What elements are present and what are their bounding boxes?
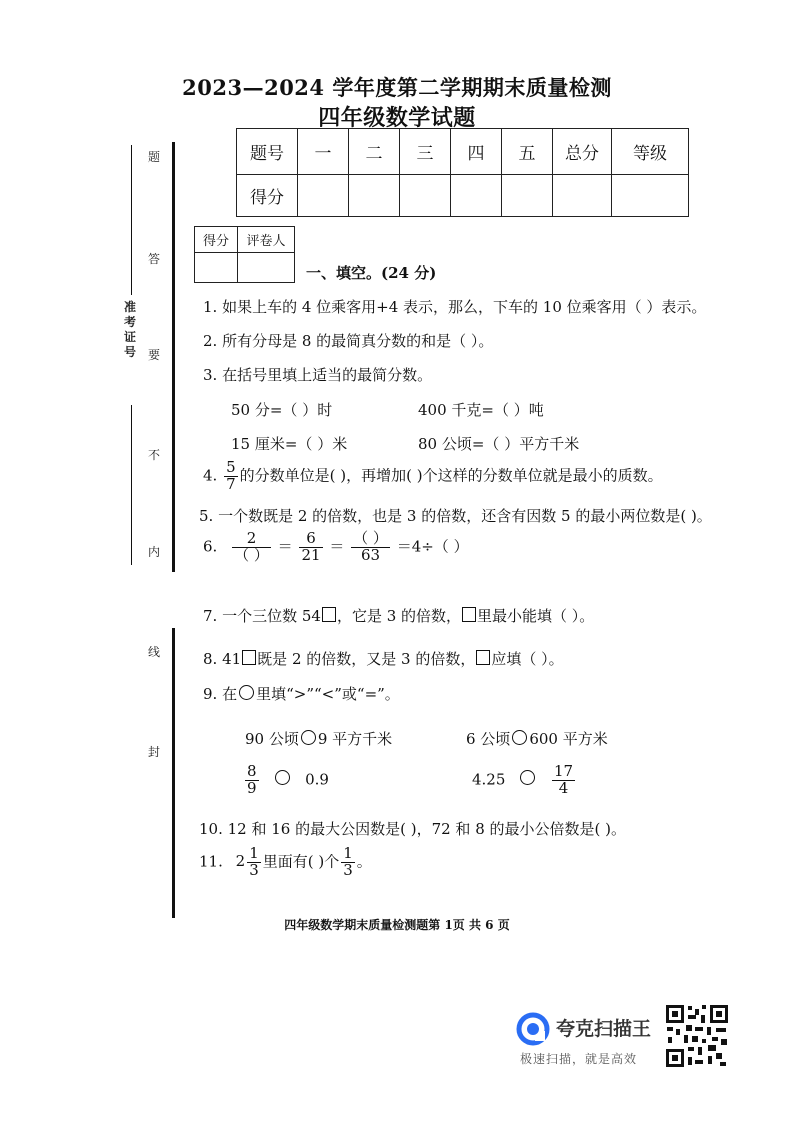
exam-id-underline-lower: [131, 405, 132, 565]
fraction-8-9: $\frac{8}{9}$: [247, 762, 257, 797]
seal-char-7: 封: [148, 745, 161, 759]
score-input-cell[interactable]: [553, 175, 612, 217]
question-1: 1. 如果上车的 4 位乘客用+4 表示，那么，下车的 10 位乘客用（ ）表示。: [203, 298, 707, 316]
question-9: [203, 683, 400, 704]
question-11: [199, 846, 372, 879]
question-9-row1-right: [466, 728, 608, 749]
exam-subtitle: 四年级数学试题: [318, 105, 476, 131]
score-header-cell: 三: [400, 129, 451, 175]
score-input-cell[interactable]: [349, 175, 400, 217]
fraction-6-21: $\frac{6}{21}$: [301, 529, 321, 564]
fraction-1-3: $\frac{1}{3}$: [343, 844, 353, 879]
score-header-cell: 四: [451, 129, 502, 175]
score-input-cell[interactable]: [451, 175, 502, 217]
fraction-5-7: $\frac{5}{7}$: [226, 458, 236, 493]
question-6: [203, 531, 469, 564]
question-8-part-b: 既是 2 的倍数，又是 3 的倍数，: [257, 650, 476, 668]
seal-char-5: 内: [148, 545, 161, 559]
score-header-cell: 五: [502, 129, 553, 175]
question-9-row2-right: [472, 764, 577, 797]
question-4-text: 的分数单位是( )，再增加( )个这样的分数单位就是最小的质数。: [239, 466, 663, 485]
compare-left: 4.25: [472, 770, 506, 789]
question-8-part-a: 8. 41: [203, 650, 242, 668]
question-3d: 80 公顷=（ ）平方千米: [418, 435, 580, 453]
scanner-brand-name: 夸克扫描王: [556, 1018, 652, 1040]
exam-id-label: 准考证号: [124, 300, 137, 359]
seal-char-1: 题: [148, 150, 161, 164]
question-7-part-a: 7. 一个三位数 54: [203, 607, 321, 625]
score-input-cell[interactable]: [298, 175, 349, 217]
compare-right: 9 平方千米: [317, 730, 393, 748]
blank-box-icon: [462, 607, 476, 622]
grader-name-cell[interactable]: [238, 253, 295, 283]
fraction-2-blank: $\frac{2}{( )}$: [234, 529, 269, 564]
seal-char-2: 答: [148, 252, 161, 266]
scanner-slogan: 极速扫描，就是高效: [520, 1052, 638, 1066]
question-4-number: 4.: [203, 466, 218, 485]
seal-char-3: 要: [148, 348, 161, 362]
fraction-blank-63: $\frac{( )}{63}$: [353, 529, 388, 564]
question-11-end: 。: [356, 852, 372, 871]
question-6-number: 6.: [203, 537, 218, 556]
blank-box-icon: [322, 607, 336, 622]
score-row-label: 得分: [237, 175, 298, 217]
blank-circle-icon: [239, 685, 254, 700]
compare-left: 90 公顷: [245, 730, 299, 748]
question-11-text: 里面有( )个: [262, 852, 340, 871]
question-5: 5. 一个数既是 2 的倍数，也是 3 的倍数，还含有因数 5 的最小两位数是( )。: [199, 507, 712, 525]
compare-right: 600 平方米: [529, 730, 608, 748]
question-9-part-b: 里填“>”“<”或“=”。: [256, 685, 400, 703]
qr-code-icon: [664, 1003, 730, 1069]
score-header-cell: 总分: [553, 129, 612, 175]
seal-char-4: 不: [148, 448, 161, 462]
question-3c: 15 厘米=（ ）米: [231, 435, 348, 453]
grader-table: [194, 226, 295, 283]
question-3a: 50 分=（ ）时: [231, 401, 333, 419]
question-4: [203, 460, 663, 493]
question-9-row1-left: [245, 728, 392, 749]
score-table: [236, 128, 689, 217]
fraction-1-3: $\frac{1}{3}$: [249, 844, 259, 879]
question-7-part-c: 里最小能填（ ）。: [477, 607, 595, 625]
question-3b: 400 千克=（ ）吨: [418, 401, 544, 419]
grader-score-cell[interactable]: [195, 253, 238, 283]
score-header-cell: 等级: [612, 129, 689, 175]
fraction-17-4: $\frac{17}{4}$: [553, 762, 574, 797]
score-input-cell[interactable]: [400, 175, 451, 217]
blank-box-icon: [242, 650, 256, 665]
binding-line-lower: [172, 628, 175, 918]
question-8-part-c: 应填（ ）。: [491, 650, 564, 668]
seal-char-6: 线: [148, 645, 161, 659]
exam-id-underline: [131, 145, 132, 295]
blank-circle-icon[interactable]: [512, 730, 527, 745]
exam-title: 2023—2024 学年度第二学期期末质量检测: [182, 75, 612, 100]
equals-sign: ＝: [329, 537, 345, 556]
score-header-cell: 题号: [237, 129, 298, 175]
compare-left: 6 公顷: [466, 730, 511, 748]
question-6-tail: ＝4÷（ ）: [396, 537, 469, 556]
question-8: [203, 648, 564, 669]
blank-circle-icon[interactable]: [275, 770, 290, 785]
question-2: 2. 所有分母是 8 的最简真分数的和是（ ）。: [203, 332, 494, 350]
question-10: 10. 12 和 16 的最大公因数是( )，72 和 8 的最小公倍数是( )。: [199, 820, 626, 838]
binding-line-upper: [172, 142, 175, 572]
question-7-part-b: ，它是 3 的倍数，: [336, 607, 462, 625]
question-9-row2-left: [243, 764, 329, 797]
equals-sign: ＝: [277, 537, 293, 556]
grader-score-label: 得分: [195, 227, 238, 253]
grader-name-label: 评卷人: [238, 227, 295, 253]
scanner-logo-icon: [516, 1012, 550, 1046]
score-header-cell: 一: [298, 129, 349, 175]
blank-circle-icon[interactable]: [520, 770, 535, 785]
page-footer: 四年级数学期末质量检测题第 1页 共 6 页: [284, 918, 510, 932]
question-7: [203, 605, 594, 626]
question-3: 3. 在括号里填上适当的最简分数。: [203, 366, 433, 384]
blank-circle-icon[interactable]: [301, 730, 316, 745]
mixed-number-whole: 2: [235, 852, 246, 871]
score-input-cell[interactable]: [612, 175, 689, 217]
section-heading: 一、填空。(24 分): [306, 264, 437, 282]
question-11-number: 11.: [199, 852, 223, 871]
blank-box-icon: [476, 650, 490, 665]
compare-right: 0.9: [305, 770, 329, 789]
score-header-cell: 二: [349, 129, 400, 175]
score-input-cell[interactable]: [502, 175, 553, 217]
question-9-part-a: 9. 在: [203, 685, 238, 703]
